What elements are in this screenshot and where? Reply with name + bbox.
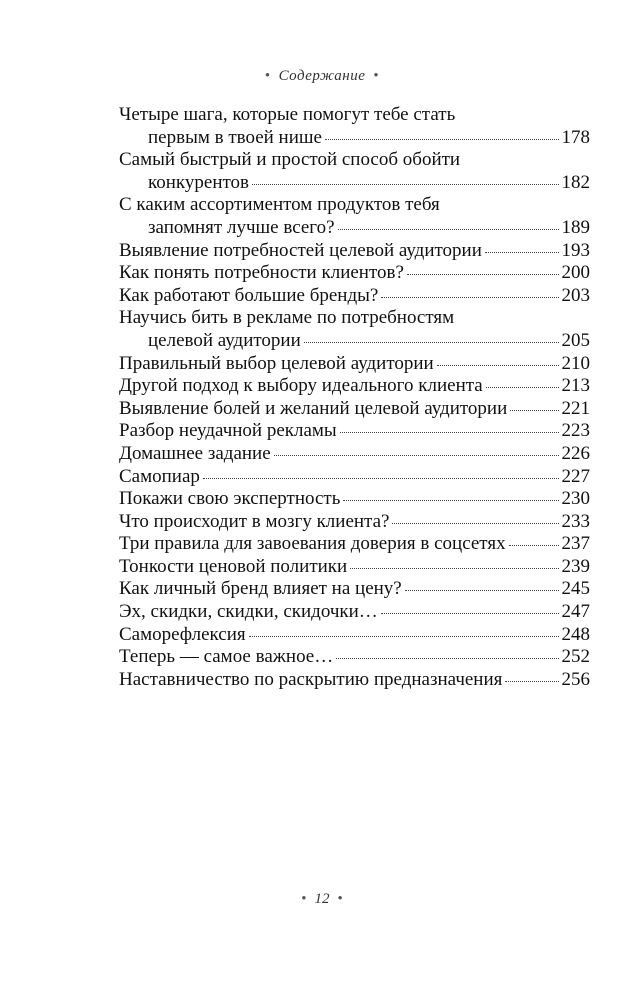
toc-entry-title: Правильный выбор целевой аудитории [119, 352, 434, 374]
toc-entry-title: Другой подход к выбору идеального клиента [119, 375, 483, 397]
toc-entry-line [119, 624, 590, 647]
toc-entry [119, 601, 590, 624]
toc-entry-title: первым в твоей нише [148, 126, 322, 148]
toc-entry-page-number: 189 [561, 216, 590, 238]
dot-leader [505, 681, 558, 682]
dot-leader [274, 455, 559, 456]
bullet-icon: • [337, 891, 343, 907]
toc-entry-page-number: 226 [561, 442, 590, 464]
dot-leader [509, 545, 559, 546]
toc-entry-page-number: 245 [561, 578, 590, 600]
toc-entry-line [119, 217, 590, 240]
dot-leader [486, 387, 559, 388]
toc-entry [119, 466, 590, 489]
toc-entry-title: Эх, скидки, скидки, скидочки… [119, 601, 378, 623]
dot-leader [304, 342, 559, 343]
dot-leader [392, 523, 558, 524]
toc-entry [119, 624, 590, 647]
toc-entry-line [119, 172, 590, 195]
toc-entry-title: Домашнее задание [119, 442, 271, 464]
toc-entry-line [119, 262, 590, 285]
toc-entry-title-line: Четыре шага, которые помогут тебе стать [119, 104, 456, 125]
toc-entry-title: запомнят лучше всего? [148, 216, 335, 238]
toc-entry-page-number: 221 [561, 397, 590, 419]
dot-leader [381, 297, 558, 298]
toc-entry-line [119, 127, 590, 150]
dot-leader [249, 636, 559, 637]
toc-entry-title: Выявление болей и желаний целевой аудитории [119, 397, 508, 419]
toc-entry [119, 194, 590, 239]
toc-entry-page-number: 182 [561, 171, 590, 193]
toc-entry-line [119, 466, 590, 489]
toc-entry-line [119, 375, 590, 398]
dot-leader [510, 410, 558, 411]
toc-entry-page-number: 227 [561, 465, 590, 487]
toc-entry-line [119, 240, 590, 263]
toc-entry-title-line: Научись бить в рекламе по потребностям [119, 307, 455, 329]
toc-entry-page-number: 247 [561, 601, 590, 623]
dot-leader [405, 590, 559, 591]
toc-entry-page-number: 203 [561, 284, 590, 306]
toc-entry-page-number: 237 [561, 533, 590, 555]
dot-leader [203, 478, 559, 479]
toc-entry-page-number: 178 [561, 126, 590, 148]
dot-leader [340, 432, 559, 433]
dot-leader [338, 229, 559, 230]
table-of-contents [119, 104, 590, 691]
toc-entry-page-number: 200 [561, 262, 590, 284]
toc-entry-line [119, 488, 590, 511]
toc-entry-title: Теперь — самое важное… [119, 646, 334, 668]
header-title: Содержание [278, 68, 366, 84]
toc-entry-title: конкурентов [148, 171, 250, 193]
dot-leader [437, 365, 559, 366]
toc-entry [119, 104, 590, 149]
toc-entry [119, 443, 590, 466]
toc-entry-line [119, 353, 590, 376]
toc-entry-title: Наставничество по раскрытию предназначения [119, 668, 503, 690]
bullet-icon: • [264, 68, 271, 84]
toc-entry [119, 488, 590, 511]
toc-entry-title: целевой аудитории [148, 329, 301, 351]
toc-entry-page-number: 213 [561, 375, 590, 397]
toc-entry-line [119, 646, 590, 669]
toc-entry-title: Покажи свою экспертность [119, 488, 341, 510]
toc-entry-page-number: 193 [561, 239, 590, 261]
toc-entry [119, 307, 590, 352]
toc-entry [119, 578, 590, 601]
toc-entry-page-number: 233 [561, 510, 590, 532]
toc-entry [119, 398, 590, 421]
toc-entry-line [119, 601, 590, 624]
toc-entry [119, 511, 590, 534]
toc-entry-page-number: 252 [561, 646, 590, 668]
toc-entry-title: Самопиар [119, 465, 200, 487]
bullet-icon: • [373, 68, 380, 84]
toc-entry-page-number: 223 [561, 420, 590, 442]
toc-entry-page-number: 205 [561, 329, 590, 351]
toc-entry [119, 420, 590, 443]
toc-entry-title: Как личный бренд влияет на цену? [119, 578, 402, 600]
toc-entry-line [119, 556, 590, 579]
toc-entry [119, 149, 590, 194]
toc-entry-page-number: 210 [561, 352, 590, 374]
toc-entry-line [119, 285, 590, 308]
toc-entry-line [119, 398, 590, 421]
dot-leader [407, 274, 559, 275]
toc-entry-title: Что происходит в мозгу клиента? [119, 510, 390, 532]
dot-leader [381, 613, 559, 614]
toc-entry-line [119, 669, 590, 692]
toc-entry [119, 669, 590, 692]
toc-entry [119, 646, 590, 669]
toc-entry [119, 375, 590, 398]
toc-entry-title: Саморефлексия [119, 623, 246, 645]
dot-leader [343, 500, 558, 501]
toc-entry-title: Как понять потребности клиентов? [119, 262, 404, 284]
toc-entry-page-number: 256 [561, 668, 590, 690]
page-number: 12 [314, 891, 330, 907]
toc-entry [119, 262, 590, 285]
toc-entry [119, 556, 590, 579]
page-footer [0, 891, 644, 908]
toc-entry-line [119, 578, 590, 601]
toc-entry-title: Выявление потребностей целевой аудитории [119, 239, 482, 261]
toc-entry [119, 533, 590, 556]
toc-entry-page-number: 248 [561, 623, 590, 645]
bullet-icon: • [301, 891, 307, 907]
toc-entry-title-line: С каким ассортиментом продуктов тебя [119, 194, 440, 216]
toc-entry-line [119, 443, 590, 466]
toc-entry-page-number: 230 [561, 488, 590, 510]
toc-entry-page-number: 239 [561, 555, 590, 577]
toc-entry-title-line: Самый быстрый и простой способ обойти [119, 149, 461, 171]
toc-entry-line [119, 533, 590, 556]
toc-entry [119, 353, 590, 376]
toc-entry-title: Разбор неудачной рекламы [119, 420, 337, 442]
dot-leader [336, 658, 558, 659]
dot-leader [252, 184, 558, 185]
toc-entry-line [119, 511, 590, 534]
toc-entry [119, 285, 590, 308]
dot-leader [485, 252, 559, 253]
toc-entry-line [119, 420, 590, 443]
toc-entry-line [119, 330, 590, 353]
dot-leader [325, 139, 559, 140]
toc-entry [119, 240, 590, 263]
toc-entry-title: Как работают большие бренды? [119, 284, 379, 306]
dot-leader [350, 568, 558, 569]
running-header [0, 68, 644, 85]
toc-entry-title: Тонкости ценовой политики [119, 555, 348, 577]
toc-entry-title: Три правила для завоевания доверия в соцсетях [119, 533, 506, 555]
